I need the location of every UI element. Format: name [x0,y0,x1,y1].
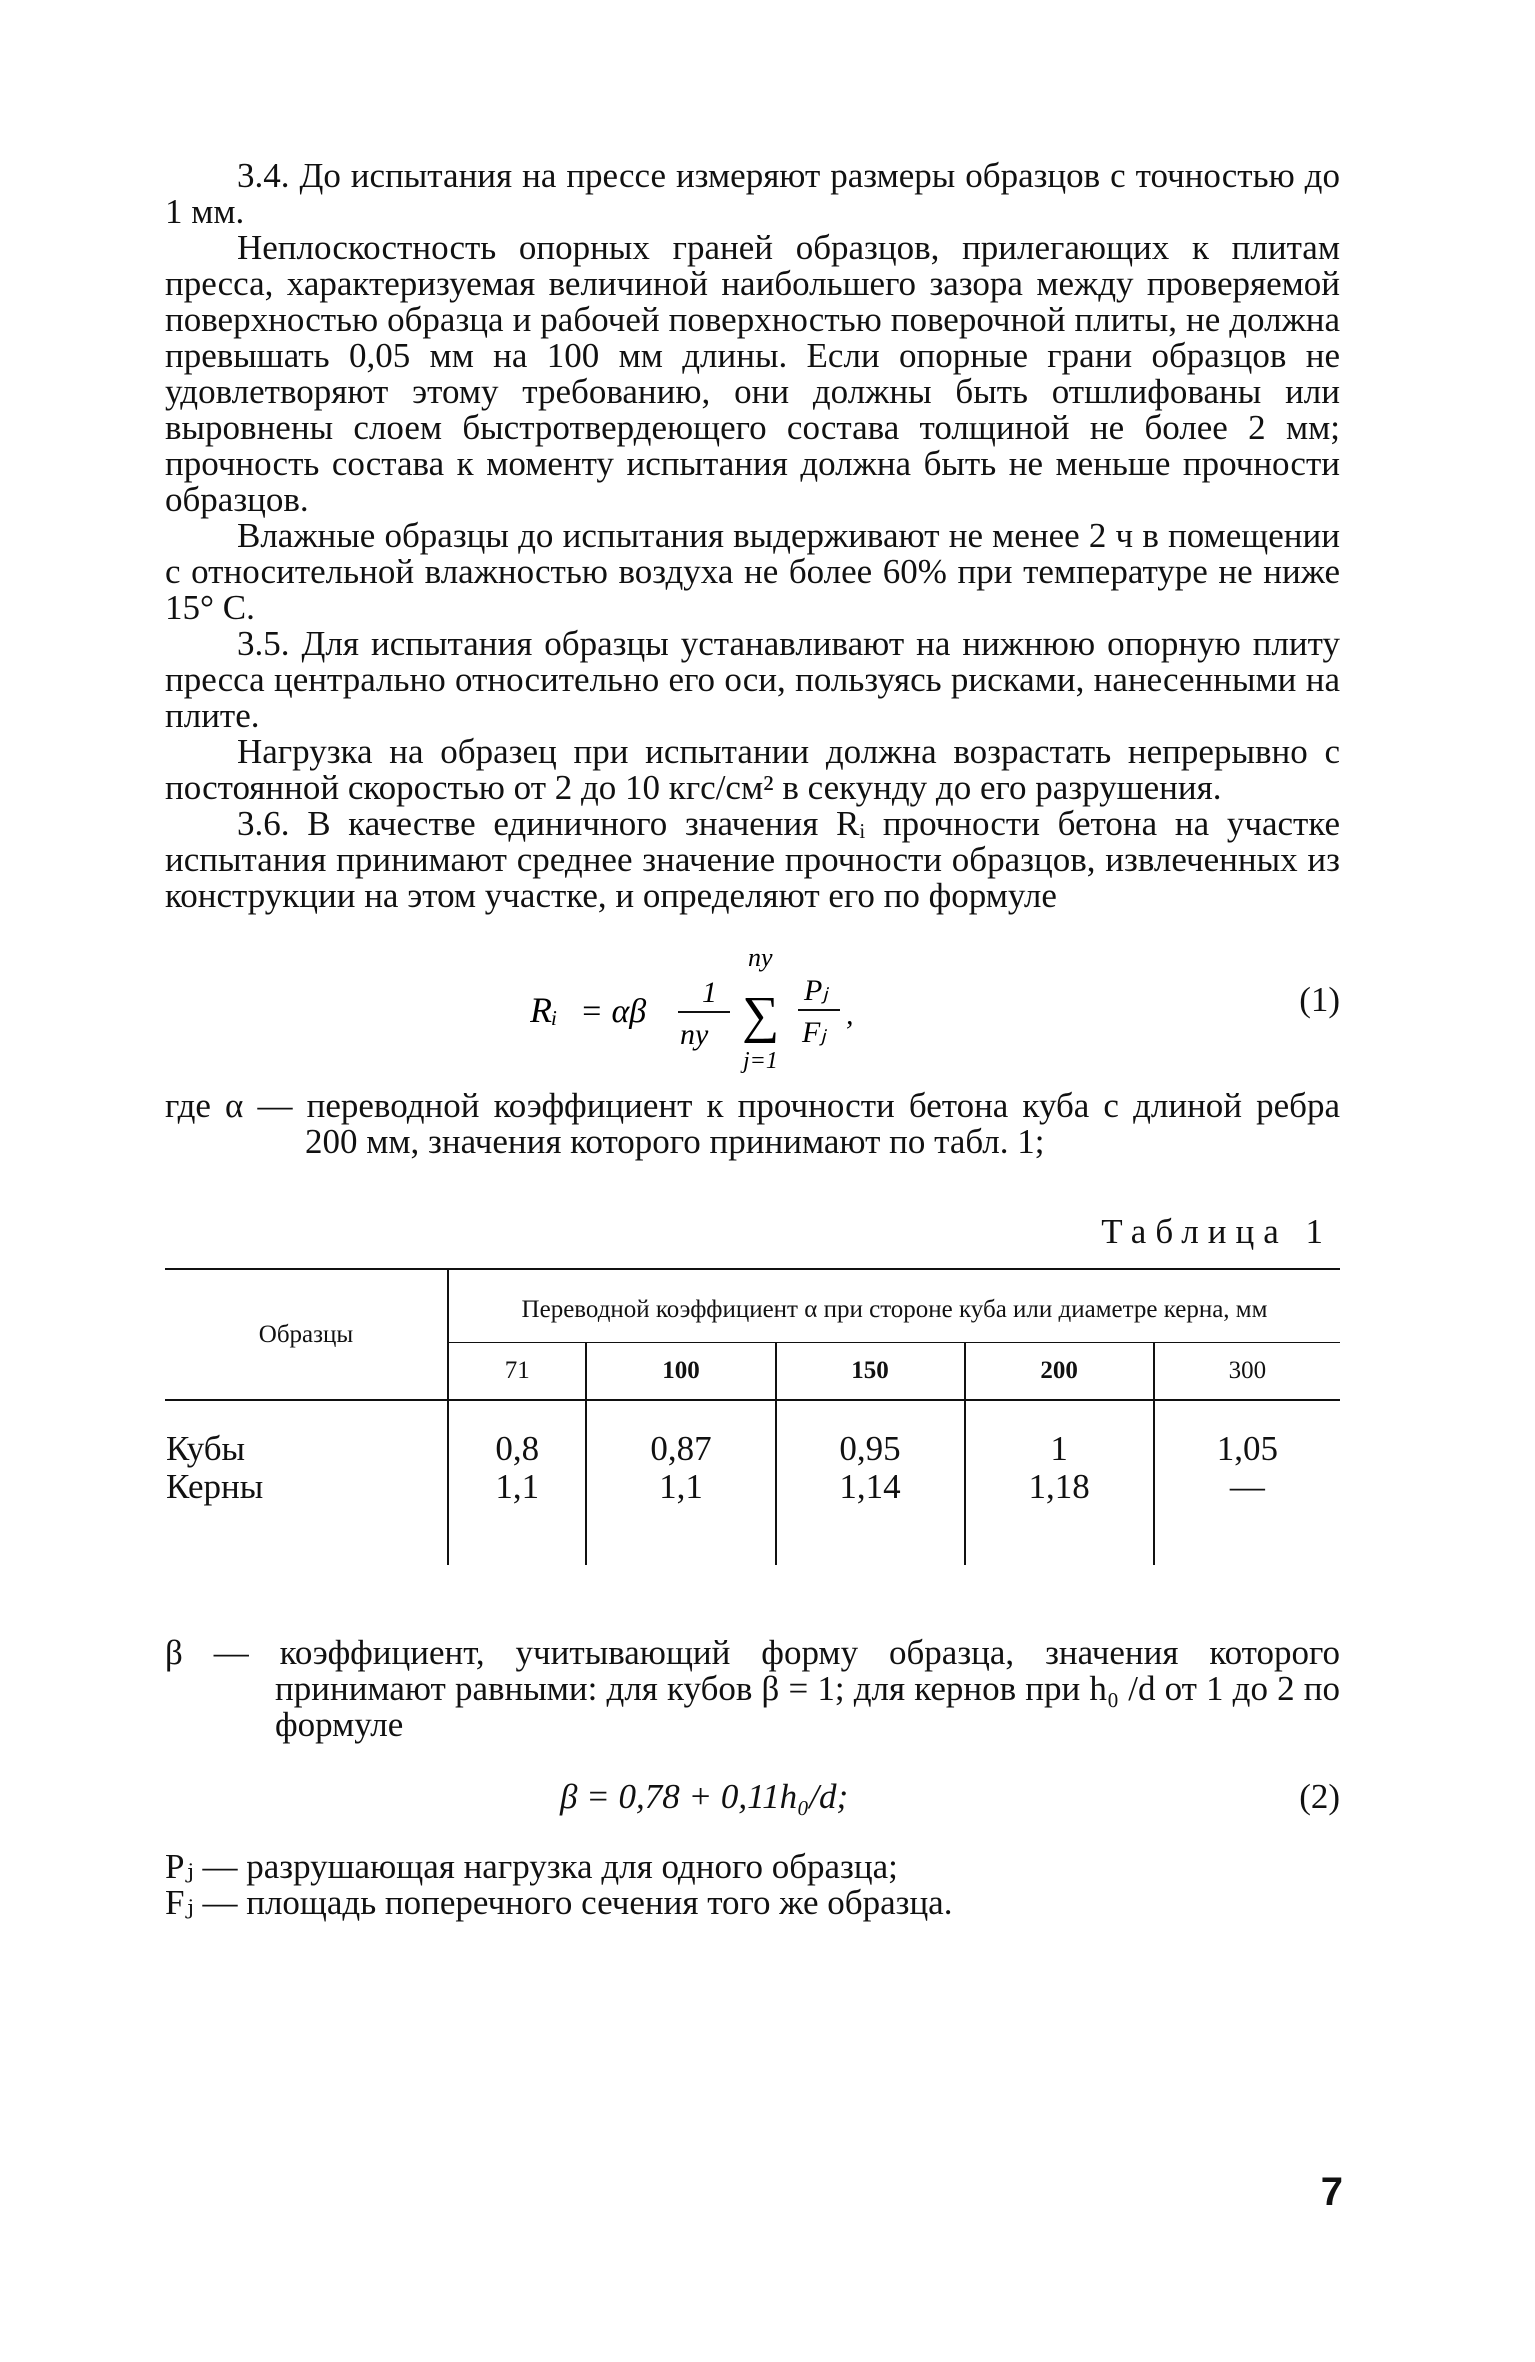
document-page [165,158,1340,1921]
formula-1-number: (1) [1299,980,1340,1019]
paragraph-3-6: 3.6. В качестве единичного значения Rᵢ прочности бетона на участке испытания принимают среднее значение прочности образцов, извлеченных из конструкции на этом участке, и определяют его по формуле [165,804,1340,915]
paragraph-3-4: 3.4. До испытания на прессе измеряют размеры образцов с точностью до 1 мм. [165,156,1340,231]
table-row [165,1468,1340,1565]
table-size-71: 71 [448,1343,586,1401]
definition-alpha-lead: где α [165,1086,244,1125]
table-size-200: 200 [965,1343,1154,1401]
formula-2-number: (2) [1299,1777,1340,1816]
formula-1-frac2-num: Pⱼ [804,974,828,1007]
formula-1 [165,924,1340,1074]
table-cell: 0,87 [586,1400,775,1468]
table-head-group: Переводной коэффициент α при стороне куба или диаметре керна, мм [448,1269,1340,1343]
paragraph-load: Нагрузка на образец при испытании должна возрастать непрерывно с постоянной скоростью от 2 до 10 кгс/см² в секунду до его разрушения. [165,732,1340,807]
formula-1-comma: , [846,998,854,1031]
definition-alpha [165,1088,1340,1160]
definition-f: Fⱼ — площадь поперечного сечения того же образца. [165,1883,953,1922]
definition-p: Pⱼ — разрушающая нагрузка для одного образца; [165,1847,898,1886]
formula-1-sum-bottom: j=1 [743,1048,778,1074]
formula-1-sum-top: nу [748,944,773,972]
formula-1-lhs: Rᵢ [530,990,558,1030]
table-head-samples: Образцы [165,1269,448,1400]
table-cell: 1 [965,1400,1154,1468]
table-cell: — [1154,1468,1340,1565]
definition-alpha-text: — переводной коэффициент к прочности бетона куба с длиной ребра 200 мм, значения которого принимают по табл. 1; [257,1086,1341,1161]
table-cell: 1,1 [586,1468,775,1565]
table-cell: 0,95 [776,1400,965,1468]
page-number: 7 [1320,2170,1343,2214]
table-row [165,1400,1340,1468]
coefficient-table [165,1268,1340,1565]
formula-1-eq: = αβ [580,993,647,1030]
formula-1-frac-num: 1 [702,976,717,1009]
formula-2 [165,1769,1340,1829]
formula-1-svg [530,944,1030,1074]
table-size-100: 100 [586,1343,775,1401]
formula-2-text: β = 0,78 + 0,11h₀/d; [560,1777,849,1816]
table-cell: 1,05 [1154,1400,1340,1468]
table-cell: 1,14 [776,1468,965,1565]
table-caption: Таблица 1 [1101,1212,1332,1251]
table-row-name: Керны [166,1467,264,1506]
table-cell: 1,1 [448,1468,586,1565]
definition-beta: β — коэффициент, учитывающий форму образца, значения которого принимают равными: для кубов β = 1; для кернов при h₀ /d от 1 до 2 по формуле [165,1633,1340,1744]
table-size-300: 300 [1154,1343,1340,1401]
formula-1-sum: ∑ [742,987,780,1044]
paragraph-3-5: 3.5. Для испытания образцы устанавливают на нижнюю опорную плиту пресса центрально относительно его оси, пользуясь рисками, нанесенными на плите. [165,624,1340,735]
paragraph-nonflatness: Неплоскостность опорных граней образцов, прилегающих к плитам пресса, характеризуемая величиной наибольшего зазора между проверяемой поверхностью образца и рабочей поверхностью поверочной плиты, не должна превышать 0,05 мм на 100 мм длины. Если опорные грани образцов не удовлетворяют этому требованию, они должны быть отшлифованы или выровнены слоем быстротвердеющего состава толщиной не более 2 мм; прочность состава к моменту испытания должна быть не меньше прочности образцов. [165,228,1340,519]
formula-1-frac2-den: Fⱼ [802,1016,826,1049]
table-size-150: 150 [776,1343,965,1401]
formula-1-frac-den: nу [680,1018,709,1051]
table-row-name: Кубы [166,1429,246,1468]
table-cell: 1,18 [965,1468,1154,1565]
table-cell: 0,8 [448,1400,586,1468]
paragraph-wet-samples: Влажные образцы до испытания выдерживают не менее 2 ч в помещении с относительной влажностью воздуха не более 60% при температуре не ниже 15° С. [165,516,1340,627]
